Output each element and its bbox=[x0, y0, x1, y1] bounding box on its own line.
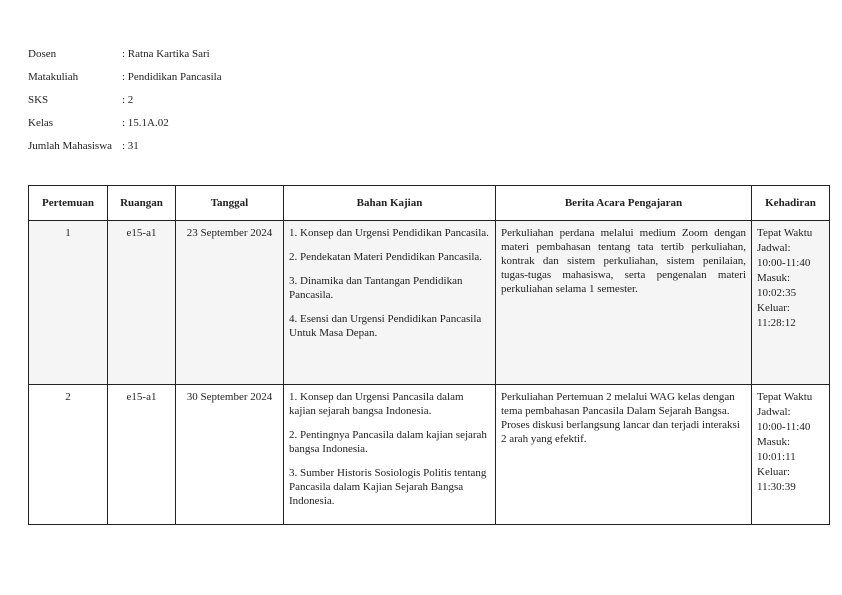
topic-item: 3. Dinamika dan Tantangan Pendidikan Pancasila. bbox=[289, 275, 463, 301]
info-label: Dosen bbox=[28, 48, 57, 60]
cell-kehadiran bbox=[752, 221, 830, 385]
table-header-row bbox=[29, 186, 830, 221]
table-row bbox=[29, 221, 830, 385]
attendance-line: 10:02:35 bbox=[757, 287, 797, 299]
course-info bbox=[28, 46, 222, 161]
info-value: : 2 bbox=[122, 94, 134, 106]
info-row-jumlah-mahasiswa bbox=[28, 138, 222, 161]
info-label: Jumlah Mahasiswa bbox=[28, 140, 113, 152]
info-value: : 31 bbox=[122, 140, 139, 152]
topic-item: 4. Esensi dan Urgensi Pendidikan Pancasila Untuk Masa Depan. bbox=[289, 313, 482, 339]
info-label: Kelas bbox=[28, 117, 54, 129]
header-kehadiran: Kehadiran bbox=[752, 186, 830, 221]
info-row-matakuliah bbox=[28, 69, 222, 92]
attendance-status: Tepat Waktu bbox=[757, 227, 813, 239]
info-label: SKS bbox=[28, 94, 49, 106]
header-berita-acara: Berita Acara Pengajaran bbox=[496, 186, 752, 221]
cell-pertemuan: 1 bbox=[29, 221, 108, 385]
topic-item: 3. Sumber Historis Sosiologis Politis tentang Pancasila dalam Kajian Sejarah Bangsa Indonesia. bbox=[289, 467, 487, 507]
cell-ruangan: e15-a1 bbox=[108, 385, 176, 525]
cell-tanggal: 23 September 2024 bbox=[176, 221, 284, 385]
header-ruangan: Ruangan bbox=[108, 186, 176, 221]
cell-kehadiran bbox=[752, 385, 830, 525]
attendance-line: 11:30:39 bbox=[757, 481, 796, 493]
cell-ruangan: e15-a1 bbox=[108, 221, 176, 385]
info-row-sks bbox=[28, 92, 222, 115]
topic-item: 2. Pendekatan Materi Pendidikan Pancasila. bbox=[289, 251, 483, 263]
table-row bbox=[29, 385, 830, 525]
cell-berita-acara: Perkuliahan Pertemuan 2 melalui WAG kelas dengan tema pembahasan Pancasila Dalam Sejarah Bangsa. Proses diskusi berlangsung lancar dan terjadi interaksi 2 arah yang efektif. bbox=[496, 385, 752, 525]
info-value: : Ratna Kartika Sari bbox=[122, 48, 210, 60]
cell-berita-acara: Perkuliahan perdana melalui medium Zoom dengan materi pembahasan tentang tata tertib perkuliahan, kontrak dan sistem perkuliahan, sistem penilaian, tugas-tugas mahasiswa, serta pengenalan materi perkuliahan selama 1 semester. bbox=[496, 221, 752, 385]
header-bahan-kajian: Bahan Kajian bbox=[284, 186, 496, 221]
attendance-line: Masuk: bbox=[757, 436, 790, 448]
attendance-line: Keluar: bbox=[757, 466, 790, 478]
topic-item: 1. Konsep dan Urgensi Pancasila dalam kajian sejarah bangsa Indonesia. bbox=[289, 391, 464, 417]
attendance-line: Keluar: bbox=[757, 302, 790, 314]
info-value: : Pendidikan Pancasila bbox=[122, 71, 222, 83]
attendance-line: 10:00-11:40 bbox=[757, 257, 811, 269]
attendance-status: Tepat Waktu bbox=[757, 391, 813, 403]
topic-item: 1. Konsep dan Urgensi Pendidikan Pancasila. bbox=[289, 227, 489, 239]
info-label: Matakuliah bbox=[28, 71, 79, 83]
attendance-line: 11:28:12 bbox=[757, 317, 796, 329]
cell-tanggal: 30 September 2024 bbox=[176, 385, 284, 525]
attendance-line: Masuk: bbox=[757, 272, 790, 284]
cell-bahan-kajian bbox=[284, 385, 496, 525]
info-value: : 15.1A.02 bbox=[122, 117, 169, 129]
header-tanggal: Tanggal bbox=[176, 186, 284, 221]
header-pertemuan: Pertemuan bbox=[29, 186, 108, 221]
attendance-line: Jadwal: bbox=[757, 242, 791, 254]
attendance-line: Jadwal: bbox=[757, 406, 791, 418]
attendance-line: 10:00-11:40 bbox=[757, 421, 811, 433]
info-row-kelas bbox=[28, 115, 222, 138]
cell-bahan-kajian bbox=[284, 221, 496, 385]
attendance-table bbox=[28, 185, 830, 525]
topic-item: 2. Pentingnya Pancasila dalam kajian sejarah bangsa Indonesia. bbox=[289, 429, 487, 455]
attendance-line: 10:01:11 bbox=[757, 451, 796, 463]
info-row-dosen bbox=[28, 46, 222, 69]
cell-pertemuan: 2 bbox=[29, 385, 108, 525]
